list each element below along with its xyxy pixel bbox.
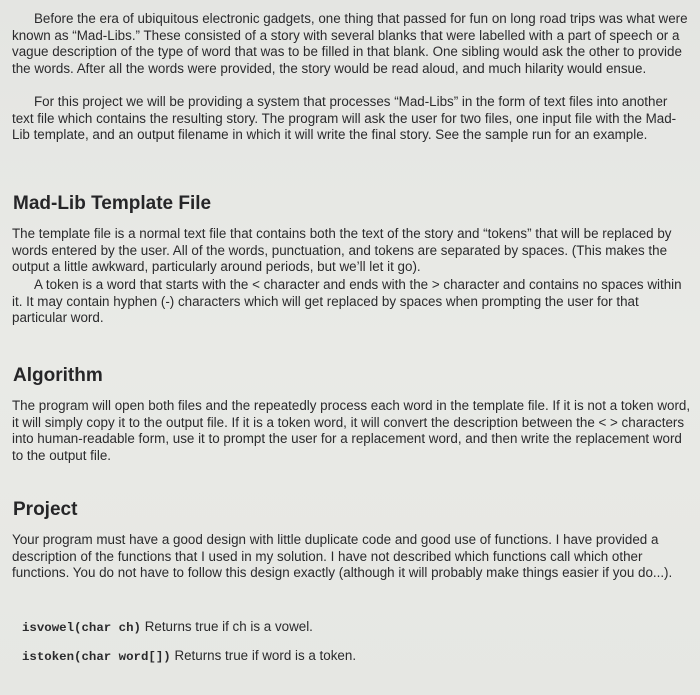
intro-paragraph-2: For this project we will be providing a system that processes “Mad-Libs” in the form of text files into another text file which contains the resulting story. The program will ask the user for two files, one input file with the Mad-Lib template, and an output filename in which it will write the final story. See the sample run for an example. — [12, 94, 677, 143]
heading-algorithm: Algorithm — [13, 365, 103, 386]
template-paragraph-2: A token is a word that starts with the < character and ends with the > character and contains no spaces within it. It may contain hyphen (-) characters which will get replaced by spaces when prompting the user for that particular word. — [12, 277, 682, 326]
function-description: Returns true if word is a token. — [170, 648, 357, 663]
function-signature: istoken(char word[]) — [22, 650, 171, 664]
function-istoken — [22, 648, 356, 665]
intro-section — [12, 11, 692, 77]
template-section-2 — [12, 277, 692, 327]
function-isvowel — [22, 619, 313, 636]
heading-template-file: Mad-Lib Template File — [13, 193, 212, 214]
heading-project: Project — [13, 499, 78, 520]
intro-section-2 — [12, 94, 692, 144]
template-paragraph-1: The template file is a normal text file that contains both the text of the story and “tokens” that will be replaced by words entered by the user. All of the words, punctuation, and tokens are separated by spaces. (This makes the output a little awkward, particularly around periods, but we’ll let it go). — [12, 226, 672, 275]
function-description: Returns true if ch is a vowel. — [140, 619, 313, 634]
algorithm-paragraph: The program will open both files and the repeatedly process each word in the template file. If it is not a token word, it will simply copy it to the output file. If it is a token word, it will convert the description between the < > characters into human-readable form, use it to prompt the user for a replacement word, and then write the replacement word to the output file. — [12, 398, 691, 463]
intro-paragraph-1: Before the era of ubiquitous electronic gadgets, one thing that passed for fun on long road trips was what were known as “Mad-Libs.” These consisted of a story with several blanks that were labelled with a part of speech or a vague description of the type of word that was to be filled in that blank. One sibling would ask the other to provide the words. After all the words were provided, the story would be read aloud, and much hilarity would ensue. — [12, 11, 688, 76]
project-paragraph: Your program must have a good design with little duplicate code and good use of functions. I have provided a description of the functions that I used in my solution. I have not described which functions call which other functions. You do not have to follow this design exactly (although it will probably make things easier if you do...). — [12, 532, 673, 581]
function-signature: isvowel(char ch) — [22, 621, 141, 635]
